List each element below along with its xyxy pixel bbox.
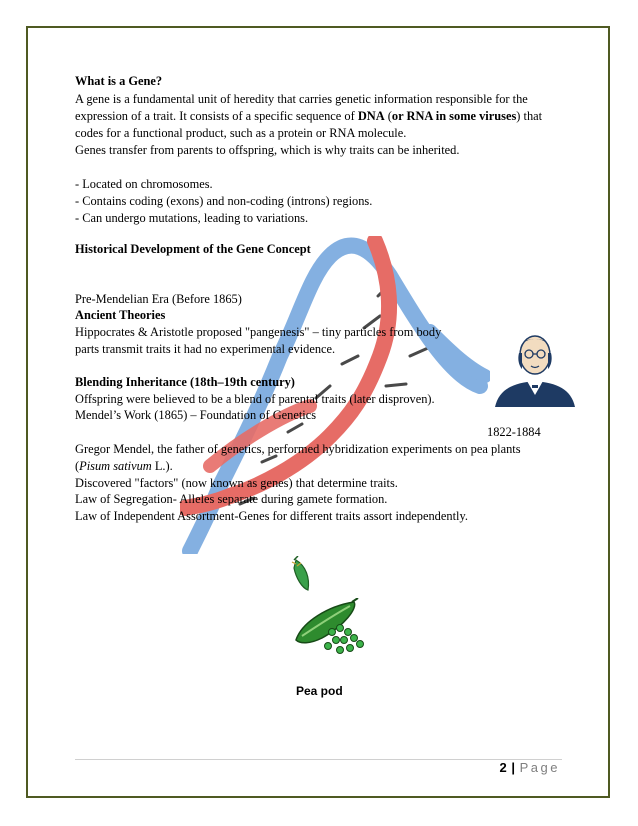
rna-emphasis: or RNA in some viruses [391,109,517,123]
bullet-item: - Located on chromosomes. [75,177,213,191]
paren-open: ( [384,109,392,123]
footer-separator: | [511,760,516,775]
species-suffix: L.). [151,459,173,473]
gene-def-line4: Genes transfer from parents to offspring, which is why traits can be inherited. [75,143,460,157]
blending-heading: Blending Inheritance (18th–19th century) [75,375,295,389]
ancient-line2: parts transmit traits it had no experimental evidence. [75,342,336,356]
dna-emphasis: DNA [357,109,385,123]
gene-def-line3: codes for a functional product, such as a protein or RNA molecule. [75,126,407,140]
page-footer [500,760,561,775]
paren-open: ( [75,459,80,473]
mendel-work: Mendel’s Work (1865) – Foundation of Genetics [75,408,317,422]
history-heading: Historical Development of the Gene Concept [75,242,311,256]
ancient-line1: Hippocrates & Aristotle proposed "pangenesis" – tiny particles from body [75,325,442,339]
blending-line: Offspring were believed to be a blend of parental traits (later disproven). [75,392,435,406]
footer-divider [75,759,562,760]
pre-mendelian-era: Pre-Mendelian Era (Before 1865) [75,292,242,306]
bullet-item: - Contains coding (exons) and non-coding (introns) regions. [75,194,373,208]
page-number: 2 [499,760,508,775]
bullet-item: - Can undergo mutations, leading to variations. [75,211,309,225]
gene-def-line1: A gene is a fundamental unit of heredity that carries genetic information responsible for the [75,92,528,106]
factors-line: Discovered "factors" (now known as genes) that determine traits. [75,476,398,490]
law-independent-assortment: Law of Independent Assortment-Genes for different traits assort independently. [75,509,468,523]
mendel-portrait [493,323,577,407]
mendel-line2 [75,458,173,475]
law-segregation: Law of Segregation- Alleles separate during gamete formation. [75,492,388,506]
page-label: Page [519,760,560,775]
pea-pod-small-icon [288,556,318,594]
pea-pod-caption: Pea pod [296,684,343,698]
gene-heading: What is a Gene? [75,74,163,88]
gene-def-line2-text: expression of a trait. It consists of a specific sequence of [75,109,358,123]
mendel-line1: Gregor Mendel, the father of genetics, performed hybridization experiments on pea plants [75,442,521,456]
mendel-dates: 1822-1884 [487,425,541,439]
ancient-theories-heading: Ancient Theories [75,308,166,322]
species-name: Pisum sativum [79,459,152,473]
paren-close: ) that [516,109,543,123]
gene-def-line2 [75,108,542,125]
pea-pod-open-icon [292,598,368,660]
